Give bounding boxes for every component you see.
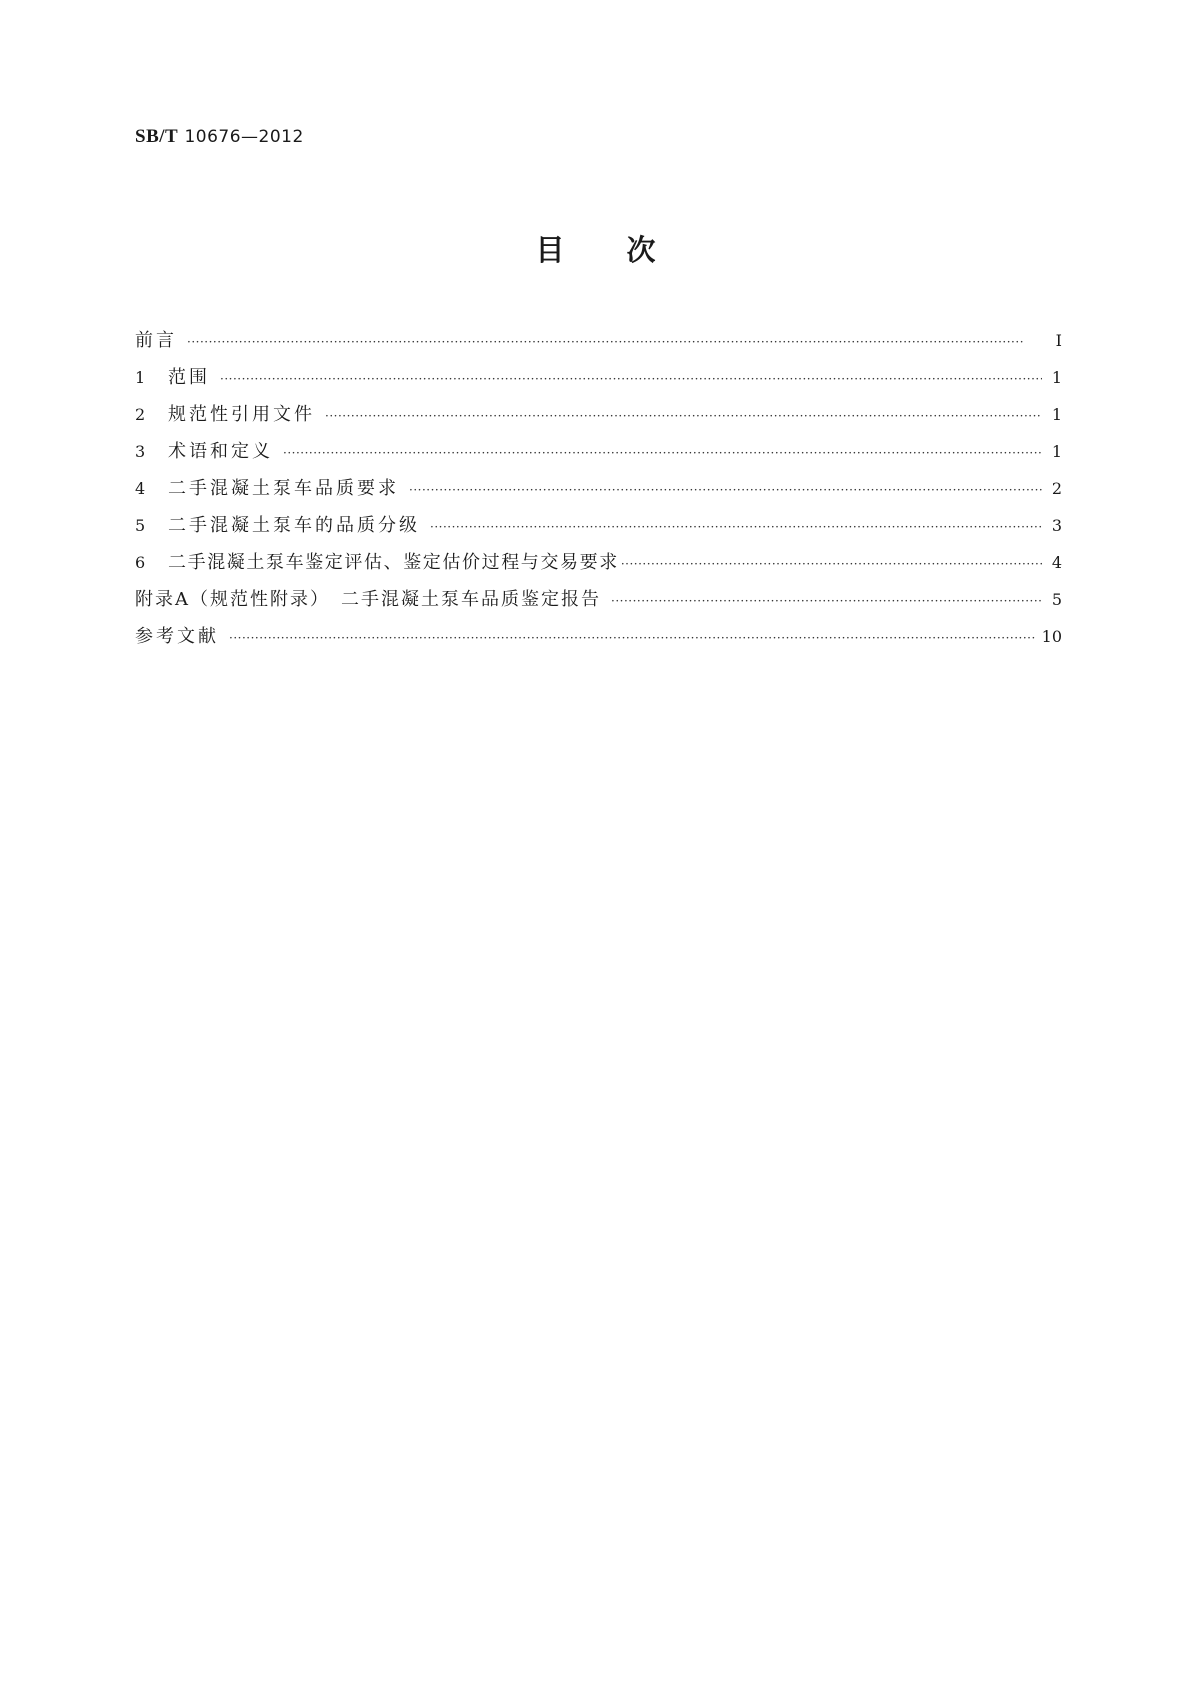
toc-entry-number: 2 [135, 405, 146, 424]
toc-entry-terms-definitions[interactable] [135, 437, 1062, 474]
toc-leader-dots [409, 483, 1042, 497]
toc-entry-appendix-a[interactable] [135, 585, 1062, 622]
toc-entry-text: 二手混凝土泵车品质要求 [168, 478, 399, 499]
toc-entry-page: 5 [1051, 590, 1062, 609]
toc-entry-normative-references[interactable] [135, 400, 1062, 437]
toc-entry-page: 4 [1051, 553, 1062, 572]
toc-entry-page: 1 [1051, 405, 1062, 424]
standard-number: 10676—2012 [184, 127, 304, 147]
toc-entry-page: 3 [1051, 516, 1062, 535]
toc-entry-scope[interactable] [135, 363, 1062, 400]
toc-leader-dots [325, 409, 1042, 423]
toc-leader-dots [283, 446, 1042, 460]
toc-entry-foreword[interactable] [135, 326, 1062, 363]
toc-entry-text: 规范性引用文件 [168, 404, 315, 425]
toc-entry-text: 术语和定义 [168, 441, 273, 462]
toc-entry-text: 前言 [135, 330, 177, 351]
toc-leader-dots [430, 520, 1042, 534]
toc-leader-dots [621, 557, 1042, 571]
toc-leader-dots [229, 631, 1036, 645]
toc-entry-page: 2 [1051, 479, 1062, 498]
toc-entry-number: 1 [135, 368, 146, 387]
toc-entry-page: 10 [1041, 627, 1062, 646]
toc-entry-text: 附录A（规范性附录） 二手混凝土泵车品质鉴定报告 [135, 589, 601, 610]
toc-entry-bibliography[interactable] [135, 622, 1062, 659]
toc-leader-dots [187, 335, 1042, 349]
toc-leader-dots [611, 594, 1042, 608]
toc-entry-page: 1 [1051, 442, 1062, 461]
toc-entry-text: 二手混凝土泵车的品质分级 [168, 515, 420, 536]
toc-entry-number: 3 [135, 442, 146, 461]
standard-prefix: SB/T [135, 126, 179, 147]
toc-entry-appraisal-process[interactable] [135, 548, 1062, 585]
toc-entry-text: 参考文献 [135, 626, 219, 647]
toc-entry-quality-requirements[interactable] [135, 474, 1062, 511]
toc-entry-text: 二手混凝土泵车鉴定评估、鉴定估价过程与交易要求 [168, 552, 619, 573]
toc-entry-number: 5 [135, 516, 146, 535]
table-of-contents [135, 326, 1062, 659]
toc-entry-number: 6 [135, 553, 146, 572]
standard-code [135, 126, 304, 148]
toc-entry-quality-grading[interactable] [135, 511, 1062, 548]
toc-entry-number: 4 [135, 479, 146, 498]
toc-title: 目次 [535, 233, 718, 267]
toc-entry-page: 1 [1051, 368, 1062, 387]
toc-leader-dots [220, 372, 1042, 386]
toc-entry-page: Ⅰ [1055, 331, 1062, 350]
toc-entry-text: 范围 [168, 367, 210, 388]
